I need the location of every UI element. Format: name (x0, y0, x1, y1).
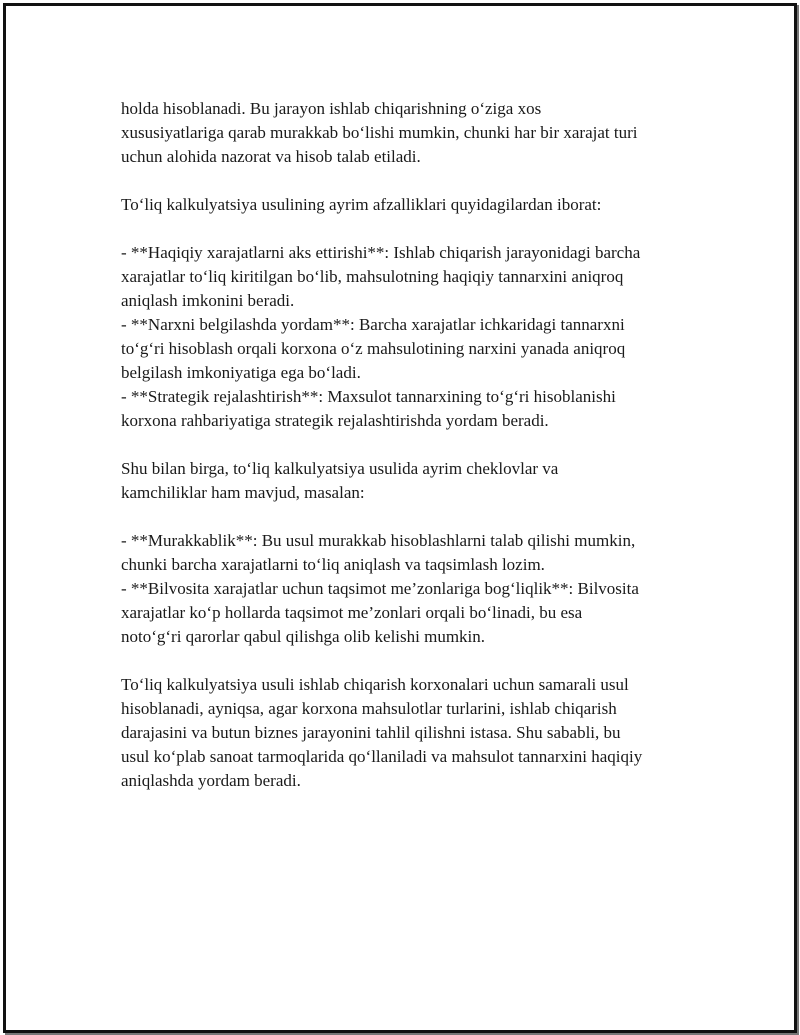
list-item-complexity (121, 529, 711, 577)
text-line: - **Murakkablik**: Bu usul murakkab hisoblashlarni talab qilishi mumkin, (121, 531, 636, 550)
text-line: To‘liq kalkulyatsiya usulining ayrim afzalliklari quyidagilardan iborat: (121, 195, 602, 214)
text-line: uchun alohida nazorat va hisob talab etiladi. (121, 147, 421, 166)
text-line: xarajatlar ko‘p hollarda taqsimot me’zonlari orqali bo‘linadi, bu esa (121, 603, 583, 622)
text-line: to‘g‘ri hisoblash orqali korxona o‘z mahsulotining narxini yanada aniqroq (121, 339, 626, 358)
paragraph-conclusion (121, 673, 711, 793)
paragraph-limitations-heading (121, 457, 711, 505)
limitations-list (121, 529, 711, 649)
list-item-indirect-costs (121, 577, 711, 649)
text-line: darajasini va butun biznes jarayonini tahlil qilishni istasa. Shu sababli, bu (121, 723, 621, 742)
text-line: hisoblanadi, ayniqsa, agar korxona mahsulotlar turlarini, ishlab chiqarish (121, 699, 617, 718)
text-line: belgilash imkoniyatiga ega bo‘ladi. (121, 363, 361, 382)
text-line: - **Bilvosita xarajatlar uchun taqsimot me’zonlariga bog‘liqlik**: Bilvosita (121, 579, 639, 598)
text-line: kamchiliklar ham mavjud, masalan: (121, 483, 365, 502)
paragraph-intro (121, 97, 711, 169)
text-line: chunki barcha xarajatlarni to‘liq aniqlash va taqsimlash lozim. (121, 555, 545, 574)
list-item-real-costs (121, 241, 711, 313)
document-page (3, 3, 797, 1033)
text-line: xususiyatlariga qarab murakkab bo‘lishi mumkin, chunki har bir xarajat turi (121, 123, 638, 142)
list-item-pricing (121, 313, 711, 385)
text-line: usul ko‘plab sanoat tarmoqlarida qo‘llaniladi va mahsulot tannarxini haqiqiy (121, 747, 643, 766)
text-line: aniqlashda yordam beradi. (121, 771, 301, 790)
text-line: To‘liq kalkulyatsiya usuli ishlab chiqarish korxonalari uchun samarali usul (121, 675, 629, 694)
text-line: xarajatlar to‘liq kiritilgan bo‘lib, mahsulotning haqiqiy tannarxini aniqroq (121, 267, 624, 286)
text-line: - **Strategik rejalashtirish**: Maxsulot tannarxining to‘g‘ri hisoblanishi (121, 387, 616, 406)
advantages-list (121, 241, 711, 433)
list-item-strategic-planning (121, 385, 711, 433)
text-line: Shu bilan birga, to‘liq kalkulyatsiya usulida ayrim cheklovlar va (121, 459, 559, 478)
text-line: - **Narxni belgilashda yordam**: Barcha xarajatlar ichkaridagi tannarxni (121, 315, 625, 334)
text-line: - **Haqiqiy xarajatlarni aks ettirishi**: Ishlab chiqarish jarayonidagi barcha (121, 243, 641, 262)
text-line: aniqlash imkonini beradi. (121, 291, 295, 310)
text-line: noto‘g‘ri qarorlar qabul qilishga olib kelishi mumkin. (121, 627, 486, 646)
text-line: korxona rahbariyatiga strategik rejalashtirishda yordam beradi. (121, 411, 549, 430)
text-line: holda hisoblanadi. Bu jarayon ishlab chiqarishning o‘ziga xos (121, 99, 542, 118)
paragraph-advantages-heading (121, 193, 711, 217)
document-body (121, 97, 711, 817)
